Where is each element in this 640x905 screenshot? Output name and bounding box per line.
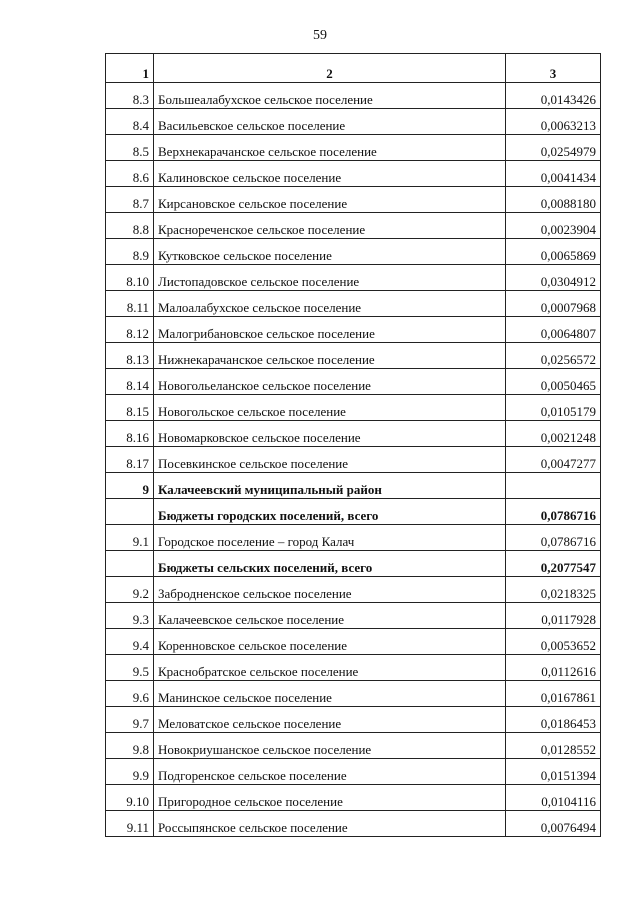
share-value-cell: 0,0053652: [506, 629, 601, 655]
table-row: [106, 629, 601, 655]
settlement-name-cell: Коренновское сельское поселение: [154, 629, 506, 655]
settlement-name-cell: Новомарковское сельское поселение: [154, 421, 506, 447]
table-row: [106, 603, 601, 629]
share-value-cell: 0,0117928: [506, 603, 601, 629]
row-number-cell: 8.8: [106, 213, 154, 239]
table-row: [106, 109, 601, 135]
settlement-name-cell: Малогрибановское сельское поселение: [154, 317, 506, 343]
row-number-cell: 9.4: [106, 629, 154, 655]
table-header-row: [106, 54, 601, 83]
table-row: [106, 733, 601, 759]
share-value-cell: 0,0047277: [506, 447, 601, 473]
table-row: [106, 239, 601, 265]
share-value-cell: 0,0041434: [506, 161, 601, 187]
row-number-cell: 9.5: [106, 655, 154, 681]
row-number-cell: 9: [106, 473, 154, 499]
budget-share-table: [105, 53, 601, 837]
table-row: [106, 759, 601, 785]
settlement-name-cell: Васильевское сельское поселение: [154, 109, 506, 135]
settlement-name-cell: Калиновское сельское поселение: [154, 161, 506, 187]
table-row: [106, 525, 601, 551]
row-number-cell: [106, 499, 154, 525]
share-value-cell: 0,0167861: [506, 681, 601, 707]
table-row: [106, 811, 601, 837]
row-number-cell: 9.11: [106, 811, 154, 837]
table-row: [106, 343, 601, 369]
share-value-cell: 0,0143426: [506, 83, 601, 109]
table-row: [106, 421, 601, 447]
table-row: [106, 499, 601, 525]
settlement-name-cell: Пригородное сельское поселение: [154, 785, 506, 811]
share-value-cell: 0,0218325: [506, 577, 601, 603]
share-value-cell: 0,0786716: [506, 499, 601, 525]
share-value-cell: 0,0076494: [506, 811, 601, 837]
column-header-name: 2: [154, 54, 506, 83]
share-value-cell: 0,0104116: [506, 785, 601, 811]
table-row: [106, 187, 601, 213]
settlement-name-cell: Кирсановское сельское поселение: [154, 187, 506, 213]
share-value-cell: 0,0254979: [506, 135, 601, 161]
table-row: [106, 785, 601, 811]
row-number-cell: 9.8: [106, 733, 154, 759]
table-row: [106, 291, 601, 317]
settlement-name-cell: Нижнекарачанское сельское поселение: [154, 343, 506, 369]
share-value-cell: 0,0007968: [506, 291, 601, 317]
row-number-cell: 8.6: [106, 161, 154, 187]
share-value-cell: 0,0304912: [506, 265, 601, 291]
row-number-cell: 9.2: [106, 577, 154, 603]
share-value-cell: 0,0023904: [506, 213, 601, 239]
table-row: [106, 707, 601, 733]
share-value-cell: 0,0050465: [506, 369, 601, 395]
settlement-name-cell: Россыпянское сельское поселение: [154, 811, 506, 837]
row-number-cell: 8.7: [106, 187, 154, 213]
share-value-cell: [506, 473, 601, 499]
row-number-cell: 8.13: [106, 343, 154, 369]
settlement-name-cell: Новогольеланское сельское поселение: [154, 369, 506, 395]
table-row: [106, 135, 601, 161]
table-row: [106, 317, 601, 343]
column-header-value: 3: [506, 54, 601, 83]
share-value-cell: 0,0786716: [506, 525, 601, 551]
share-value-cell: 0,0112616: [506, 655, 601, 681]
page-number: 59: [313, 28, 327, 43]
table-row: [106, 369, 601, 395]
row-number-cell: 9.6: [106, 681, 154, 707]
row-number-cell: 9.1: [106, 525, 154, 551]
row-number-cell: [106, 551, 154, 577]
table-row: [106, 577, 601, 603]
share-value-cell: 0,0088180: [506, 187, 601, 213]
share-value-cell: 0,2077547: [506, 551, 601, 577]
settlement-name-cell: Бюджеты сельских поселений, всего: [154, 551, 506, 577]
row-number-cell: 8.16: [106, 421, 154, 447]
row-number-cell: 8.11: [106, 291, 154, 317]
row-number-cell: 8.10: [106, 265, 154, 291]
table-row: [106, 447, 601, 473]
row-number-cell: 8.12: [106, 317, 154, 343]
row-number-cell: 8.3: [106, 83, 154, 109]
share-value-cell: 0,0063213: [506, 109, 601, 135]
row-number-cell: 9.9: [106, 759, 154, 785]
row-number-cell: 8.14: [106, 369, 154, 395]
row-number-cell: 9.3: [106, 603, 154, 629]
row-number-cell: 9.10: [106, 785, 154, 811]
table-row: [106, 395, 601, 421]
settlement-name-cell: Манинское сельское поселение: [154, 681, 506, 707]
table-row: [106, 473, 601, 499]
settlement-name-cell: Верхнекарачанское сельское поселение: [154, 135, 506, 161]
settlement-name-cell: Листопадовское сельское поселение: [154, 265, 506, 291]
settlement-name-cell: Большеалабухское сельское поселение: [154, 83, 506, 109]
settlement-name-cell: Калачеевское сельское поселение: [154, 603, 506, 629]
row-number-cell: 8.4: [106, 109, 154, 135]
settlement-name-cell: Подгоренское сельское поселение: [154, 759, 506, 785]
settlement-name-cell: Калачеевский муниципальный район: [154, 473, 506, 499]
settlement-name-cell: Новокриушанское сельское поселение: [154, 733, 506, 759]
settlement-name-cell: Краснобратское сельское поселение: [154, 655, 506, 681]
column-header-number: 1: [106, 54, 154, 83]
table-row: [106, 681, 601, 707]
share-value-cell: 0,0064807: [506, 317, 601, 343]
settlement-name-cell: Городское поселение – город Калач: [154, 525, 506, 551]
row-number-cell: 8.17: [106, 447, 154, 473]
settlement-name-cell: Бюджеты городских поселений, всего: [154, 499, 506, 525]
table-row: [106, 213, 601, 239]
table-row: [106, 551, 601, 577]
row-number-cell: 8.9: [106, 239, 154, 265]
share-value-cell: 0,0186453: [506, 707, 601, 733]
table-row: [106, 83, 601, 109]
table-row: [106, 265, 601, 291]
settlement-name-cell: Забродненское сельское поселение: [154, 577, 506, 603]
row-number-cell: 8.15: [106, 395, 154, 421]
share-value-cell: 0,0065869: [506, 239, 601, 265]
settlement-name-cell: Кутковское сельское поселение: [154, 239, 506, 265]
share-value-cell: 0,0021248: [506, 421, 601, 447]
table-row: [106, 655, 601, 681]
share-value-cell: 0,0128552: [506, 733, 601, 759]
share-value-cell: 0,0105179: [506, 395, 601, 421]
table-row: [106, 161, 601, 187]
row-number-cell: 8.5: [106, 135, 154, 161]
settlement-name-cell: Посевкинское сельское поселение: [154, 447, 506, 473]
table-body: [106, 83, 601, 837]
settlement-name-cell: Меловатское сельское поселение: [154, 707, 506, 733]
settlement-name-cell: Новогольское сельское поселение: [154, 395, 506, 421]
share-value-cell: 0,0151394: [506, 759, 601, 785]
share-value-cell: 0,0256572: [506, 343, 601, 369]
settlement-name-cell: Краснореченское сельское поселение: [154, 213, 506, 239]
settlement-name-cell: Малоалабухское сельское поселение: [154, 291, 506, 317]
row-number-cell: 9.7: [106, 707, 154, 733]
